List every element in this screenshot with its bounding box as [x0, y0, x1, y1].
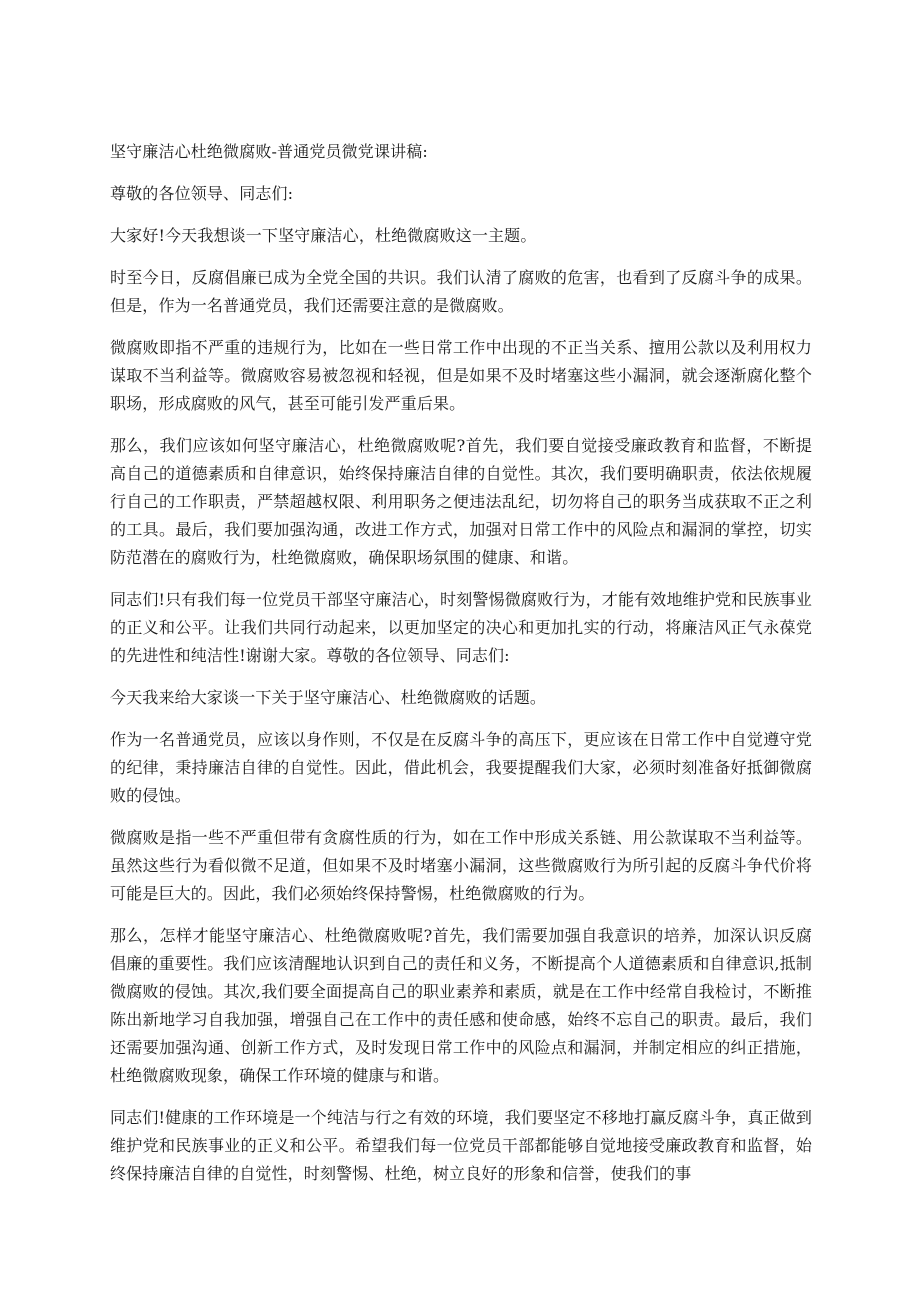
paragraph-greeting: 大家好!今天我想谈一下坚守廉洁心，杜绝微腐败这一主题。: [110, 226, 537, 245]
paragraph: 同志们!只有我们每一位党员干部坚守廉洁心，时刻警惕微腐败行为，才能有效地维护党和民族事业的正义和公平。让我们共同行动起来，以更加坚定的决心和更加扎实的行动，将廉洁风正气永葆党的先进性和纯洁性!谢谢大家。尊敬的各位领导、同志们:: [110, 590, 812, 665]
paragraph: 微腐败是指一些不严重但带有贪腐性质的行为，如在工作中形成关系链、用公款谋取不当利益等。虽然这些行为看似微不足道，但如果不及时堵塞小漏洞，这些微腐败行为所引起的反腐斗争代价将可能是巨大的。因此，我们必须始终保持警惕，杜绝微腐败的行为。: [110, 828, 812, 903]
paragraph: 作为一名普通党员，应该以身作则，不仅是在反腐斗争的高压下，更应该在日常工作中自觉遵守党的纪律，秉持廉洁自律的自觉性。因此，借此机会，我要提醒我们大家，必须时刻准备好抵御微腐败的侵蚀。: [110, 730, 812, 805]
document-title: 坚守廉洁心杜绝微腐败-普通党员微党课讲稿:: [110, 142, 428, 161]
paragraph: 今天我来给大家谈一下关于坚守廉洁心、杜绝微腐败的话题。: [110, 688, 547, 707]
document-page: [110, 138, 812, 1202]
paragraph-salutation: 尊敬的各位领导、同志们:: [110, 184, 294, 203]
paragraph: 微腐败即指不严重的违规行为，比如在一些日常工作中出现的不正当关系、擅用公款以及利用权力谋取不当利益等。微腐败容易被忽视和轻视，但是如果不及时堵塞这些小漏洞，就会逐渐腐化整个职场，形成腐败的风气，甚至可能引发严重后果。: [110, 338, 812, 413]
paragraph: 时至今日，反腐倡廉已成为全党全国的共识。我们认清了腐败的危害，也看到了反腐斗争的成果。但是，作为一名普通党员，我们还需要注意的是微腐败。: [110, 268, 812, 315]
paragraph: 那么，怎样才能坚守廉洁心、杜绝微腐败呢?首先，我们需要加强自我意识的培养，加深认识反腐倡廉的重要性。我们应该清醒地认识到自己的责任和义务，不断提高个人道德素质和自律意识,抵制微腐败的侵蚀。其次,我们要全面提高自己的职业素养和素质，就是在工作中经常自我检讨，不断推陈出新地学习自我加强，增强自己在工作中的责任感和使命感，始终不忘自己的职责。最后，我们还需要加强沟通、创新工作方式，及时发现日常工作中的风险点和漏洞，并制定相应的纠正措施，杜绝微腐败现象，确保工作环境的健康与和谐。: [110, 926, 812, 1085]
paragraph: 那么，我们应该如何坚守廉洁心，杜绝微腐败呢?首先，我们要自觉接受廉政教育和监督，不断提高自己的道德素质和自律意识，始终保持廉洁自律的自觉性。其次，我们要明确职责，依法依规履行自己的工作职责，严禁超越权限、利用职务之便违法乱纪，切勿将自己的职务当成获取不正之利的工具。最后，我们要加强沟通，改进工作方式，加强对日常工作中的风险点和漏洞的掌控，切实防范潜在的腐败行为，杜绝微腐败，确保职场氛围的健康、和谐。: [110, 436, 812, 567]
paragraph: 同志们!健康的工作环境是一个纯洁与行之有效的环境，我们要坚定不移地打赢反腐斗争，真正做到维护党和民族事业的正义和公平。希望我们每一位党员干部都能够自觉地接受廉政教育和监督，始终保持廉洁自律的自觉性，时刻警惕、杜绝，树立良好的形象和信誉，使我们的事: [110, 1108, 812, 1183]
